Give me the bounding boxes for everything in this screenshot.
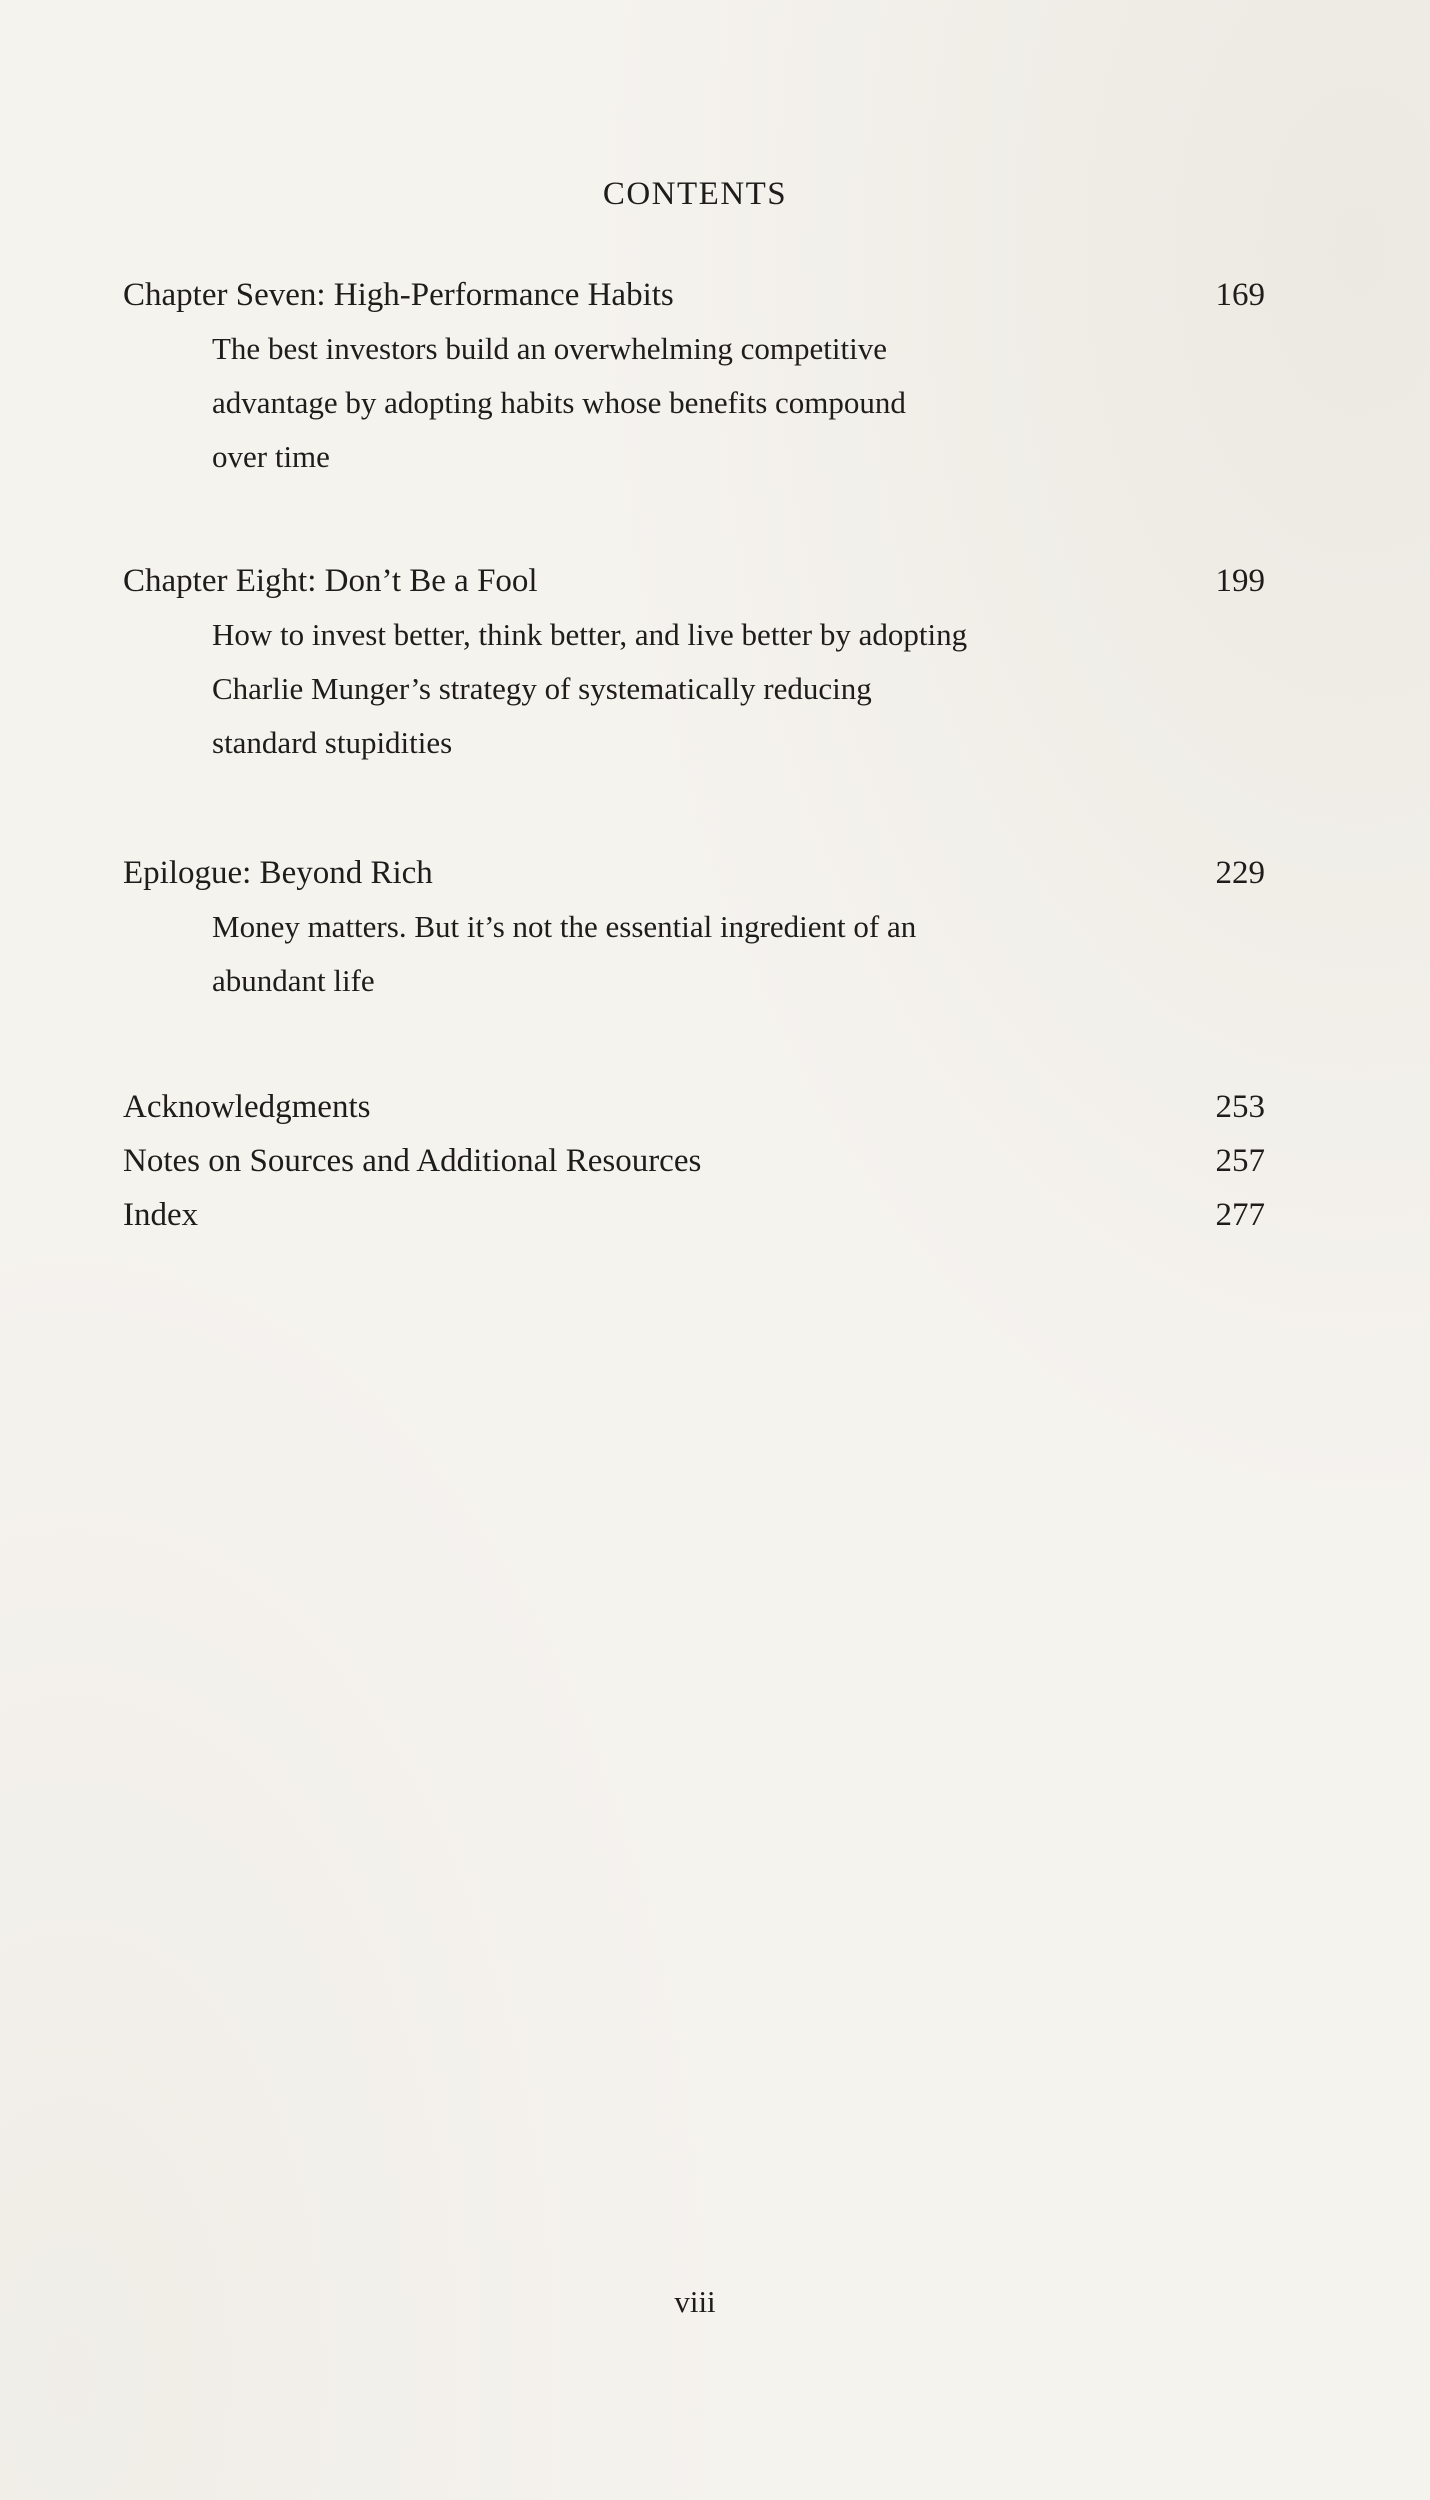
toc-entry-header bbox=[123, 1134, 1265, 1188]
toc-entry-page: 257 bbox=[1215, 1143, 1265, 1179]
toc-entry-chapter-seven bbox=[123, 268, 1265, 484]
toc-entry-title: Index bbox=[123, 1197, 199, 1233]
toc-entry-page: 229 bbox=[1215, 855, 1265, 891]
toc-entry-epilogue bbox=[123, 846, 1265, 1008]
toc-entry-index bbox=[123, 1188, 1265, 1242]
toc-entry-title: Chapter Seven: High-Performance Habits bbox=[123, 277, 674, 313]
description-line: How to invest better, think better, and live better by adopting bbox=[212, 617, 968, 652]
toc-entry-title: Chapter Eight: Don’t Be a Fool bbox=[123, 563, 538, 599]
toc-entry-page: 277 bbox=[1215, 1197, 1265, 1233]
toc-entry-header bbox=[123, 1188, 1265, 1242]
description-line: standard stupidities bbox=[212, 725, 453, 760]
toc-entry-page: 199 bbox=[1215, 563, 1265, 599]
toc-entry-title: Acknowledgments bbox=[123, 1089, 371, 1125]
toc-entry-description bbox=[212, 608, 1132, 770]
toc-entry-page: 253 bbox=[1215, 1089, 1265, 1125]
description-line: advantage by adopting habits whose benefits compound bbox=[212, 385, 906, 420]
toc-entry-title: Epilogue: Beyond Rich bbox=[123, 855, 433, 891]
description-line: Money matters. But it’s not the essential ingredient of an bbox=[212, 909, 917, 944]
toc-entry-acknowledgments bbox=[123, 1080, 1265, 1134]
description-line: abundant life bbox=[212, 963, 375, 998]
description-line: The best investors build an overwhelming competitive bbox=[212, 331, 887, 366]
contents-heading: CONTENTS bbox=[602, 176, 788, 212]
toc-entry-title: Notes on Sources and Additional Resources bbox=[123, 1143, 702, 1179]
toc-entry-page: 169 bbox=[1215, 277, 1265, 313]
description-line: over time bbox=[212, 439, 330, 474]
description-line: Charlie Munger’s strategy of systematically reducing bbox=[212, 671, 872, 706]
toc-entry-header bbox=[123, 554, 1265, 608]
toc-entry-chapter-eight bbox=[123, 554, 1265, 770]
toc-entry-description bbox=[212, 322, 1132, 484]
toc-entry-description bbox=[212, 900, 1132, 1008]
toc-entry-header bbox=[123, 846, 1265, 900]
toc-entry-header bbox=[123, 1080, 1265, 1134]
toc-entry-notes-on-sources bbox=[123, 1134, 1265, 1188]
toc-entry-header bbox=[123, 268, 1265, 322]
page-number: viii bbox=[674, 2284, 716, 2319]
